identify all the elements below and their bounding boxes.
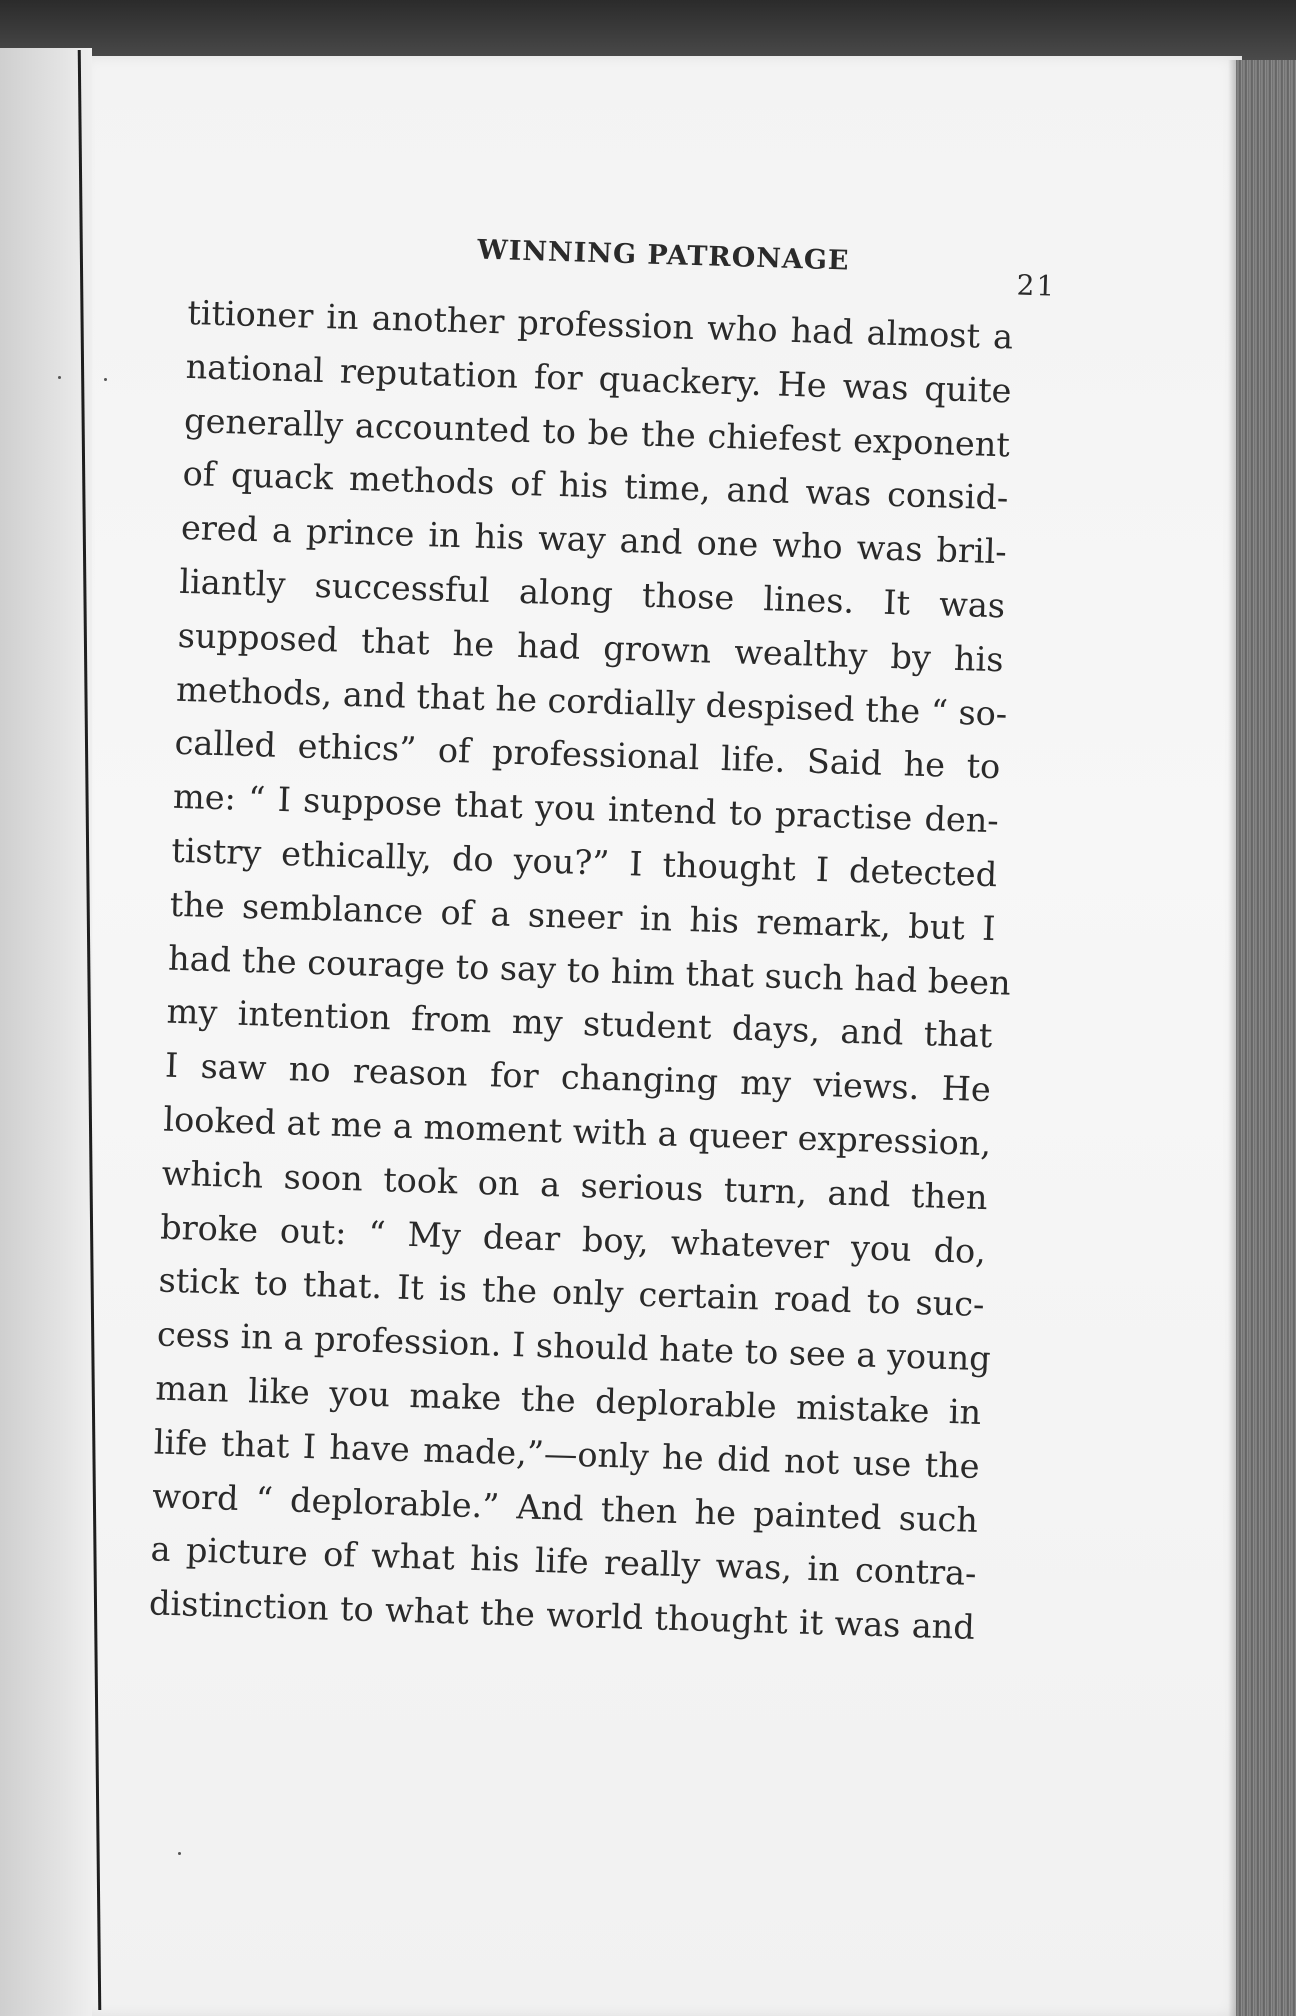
text-line: looked at me a moment with a queer expression,: [162, 1099, 992, 1164]
text-line: I saw no reason for changing my views. He: [164, 1045, 992, 1110]
dust-speck: [178, 1852, 181, 1855]
body-text: [148, 286, 1068, 1656]
dust-speck: [58, 376, 61, 379]
text-line: stick to that. It is the only certain road to suc-: [158, 1260, 985, 1325]
dust-speck: [104, 378, 107, 381]
text-line: had the courage to say to him that such had been: [167, 938, 1012, 1003]
text-line: life that I have made,”—only he did not use the: [153, 1422, 981, 1486]
text-line: tistry ethically, do you?” I thought I detected: [170, 830, 998, 895]
text-line: a picture of what his life really was, in contra-: [150, 1529, 977, 1594]
text-line: liantly successful along those lines. It was: [178, 561, 1006, 626]
text-line: ered a prince in his way and one who was bril-: [180, 508, 1008, 572]
text-line: word “ deplorable.” And then he painted such: [151, 1475, 979, 1540]
text-line: my intention from my student days, and that: [166, 992, 993, 1056]
text-line: the semblance of a sneer in his remark, but I: [169, 884, 997, 948]
text-line: man like you make the deplorable mistake in: [154, 1368, 982, 1432]
page-number: 21: [1016, 268, 1057, 303]
text-line: methods, and that he cordially despised the “ so-: [175, 669, 1008, 734]
text-line: distinction to what the world thought it was and: [148, 1583, 976, 1648]
running-title: WINNING PATRONAGE: [476, 234, 850, 277]
left-facing-page-edge: [0, 48, 92, 2016]
text-line: of quack methods of his time, and was consid-: [182, 454, 1009, 518]
text-line: national reputation for quackery. He was quite: [185, 346, 1013, 411]
text-line: me: “ I suppose that you intend to practise den-: [172, 776, 1000, 841]
text-line: supposed that he had grown wealthy by his: [177, 615, 1005, 680]
text-line: generally accounted to be the chiefest exponent: [183, 400, 1011, 465]
text-line: broke out: “ My dear boy, whatever you do,: [159, 1207, 987, 1271]
text-line: called ethics” of professional life. Said he to: [174, 723, 1001, 787]
page-text-block: [148, 226, 1069, 1656]
page-edge-stack: [1236, 60, 1296, 2016]
text-line: which soon took on a serious turn, and then: [161, 1153, 989, 1217]
text-line: titioner in another profession who had almost a: [186, 292, 1014, 357]
text-line: cess in a profession. I should hate to see a young: [156, 1314, 992, 1379]
